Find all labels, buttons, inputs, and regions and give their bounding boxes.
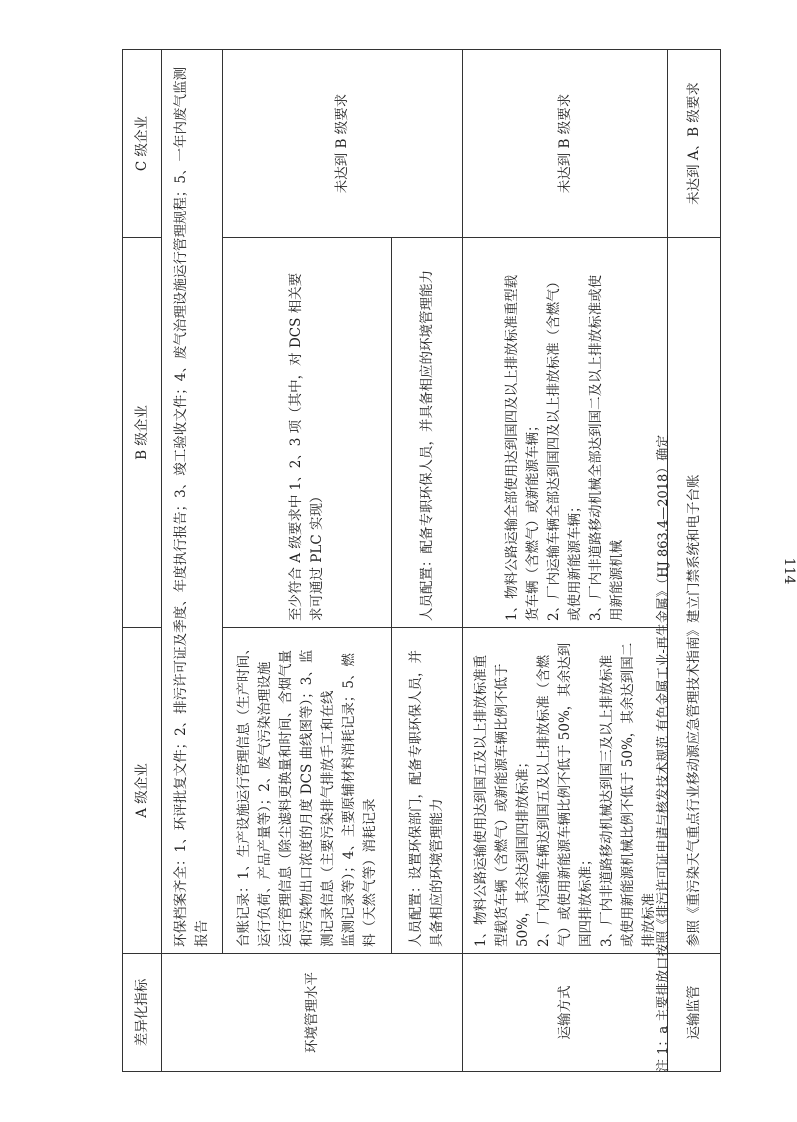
transport-label: 运输方式 xyxy=(463,954,668,1072)
env-files-text: 环保档案齐全：1、环评批复文件；2、排污许可证及季度、年度执行报告；3、竣工验收文件；4、废气治理设施运行管理规程；5、一年内废气监测报告 xyxy=(162,50,223,954)
monitoring-c: 未达到 A、B 级要求 xyxy=(668,50,721,238)
page-number: 114 xyxy=(781,557,797,585)
header-grade-a: A 级企业 xyxy=(123,628,162,954)
staff-b: 人员配置：配备专职环保人员，并具备相应的环境管理能力 xyxy=(392,238,463,628)
header-grade-c: C 级企业 xyxy=(123,50,162,238)
ledger-b: 至少符合 A 级要求中 1、2、3 项（其中，对 DCS 相关要 求可通过 PLC 实现） xyxy=(223,238,392,628)
monitoring-ab: 参照《重污染天气重点行业移动源应急管理技术指南》建立门禁系统和电子台账 xyxy=(668,238,721,954)
rotated-page xyxy=(122,50,702,1072)
footnote: 注 1：a 主要排放口按照《排污许可证申请与核发技术规范 有色金属工业-再生金属》（HJ 863.4—2018）确定 xyxy=(656,434,671,1072)
transport-a: 1、物料公路运输使用达到国五及以上排放标准重 型载货车辆（含燃气）或新能源车辆比例不低于 50%，其余达到国四排放标准； 2、厂内运输车辆达到国五及以上排放标准（含燃 气）或使用新能源车辆比例不低于 50%，其余达到 国四排放标准； 3、厂内非道路移动机械达到国三及以上排放标准 或使用新能源机械比例不低于 50%，其余达到国二 排放标准 xyxy=(463,628,668,954)
ledger-a: 台账记录：1、生产设施运行管理信息（生产时间、 运行负荷、产品产量等）；2、废气污染治理设施 运行管理信息（除尘滤料更换量和时间、含烟气量 和污染物出口浓度的月度 DCS 曲线图等）；3、监 测记录信息（主要污染排气排放手工和在线 监测记录等）；4、主要原辅材料消耗记录；5、燃 料（天然气等）消耗记录 xyxy=(223,628,392,954)
differentiation-table xyxy=(122,49,721,1072)
monitoring-row xyxy=(668,50,721,1072)
header-indicator: 差异化指标 xyxy=(123,954,162,1072)
header-grade-b: B 级企业 xyxy=(123,238,162,628)
transport-b: 1、物料公路运输全部使用达到国四及以上排放标准重型载 货车辆（含燃气）或新能源车辆； 2、厂内运输车辆全部达到国四及以上排放标准（含燃气） 或使用新能源车辆； 3、厂内非道路移动机械全部达到国二及以上排放标准或使 用新能源机械 xyxy=(463,238,668,628)
ledger-row xyxy=(223,50,392,1072)
staff-a: 人员配置：设置环保部门，配备专职环保人员，并 具备相应的环境管理能力 xyxy=(392,628,463,954)
env-files-row xyxy=(162,50,223,1072)
transport-row xyxy=(463,50,668,1072)
env-mgmt-label: 环境管理水平 xyxy=(162,954,463,1072)
monitoring-label: 运输监管 xyxy=(668,954,721,1072)
ledger-c: 未达到 B 级要求 xyxy=(223,50,463,238)
transport-c: 未达到 B 级要求 xyxy=(463,50,668,238)
table-header-row xyxy=(123,50,162,1072)
